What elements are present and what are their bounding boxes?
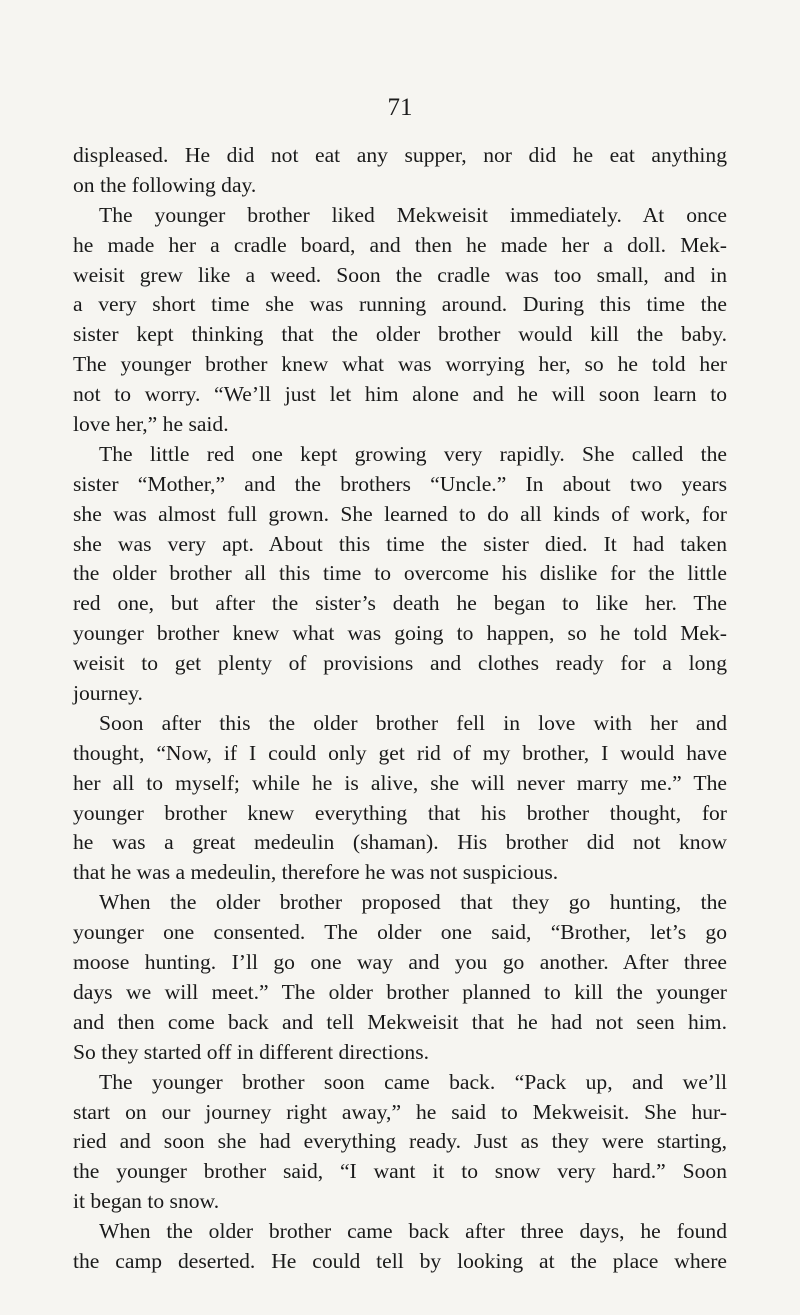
text-line: on the following day. <box>73 172 257 197</box>
text-line: thought, “Now, if I could only get rid of my brother, I would have <box>73 740 727 765</box>
text-line: sister kept thinking that the older brother would kill the baby. <box>73 322 727 347</box>
text-line: days we will meet.” The older brother planned to kill the younger <box>73 979 727 1004</box>
text-line: love her,” he said. <box>73 412 229 437</box>
text-line: that he was a medeulin, therefore he was not suspicious. <box>73 860 559 885</box>
text-line: not to worry. “We’ll just let him alone and he will soon learn to <box>73 382 727 407</box>
paragraph <box>73 888 727 1067</box>
text-line: she was almost full grown. She learned to do all kinds of work, for <box>73 501 727 526</box>
text-line: red one, but after the sister’s death he began to like her. The <box>73 591 727 616</box>
paragraph <box>73 1217 727 1277</box>
text-line: younger brother knew everything that his brother thought, for <box>73 800 727 825</box>
text-line: the older brother all this time to overcome his dislike for the little <box>73 561 727 586</box>
text-line: the younger brother said, “I want it to snow very hard.” Soon <box>73 1159 727 1184</box>
text-line: weisit to get plenty of provisions and clothes ready for a long <box>73 651 727 676</box>
text-body <box>73 141 727 1277</box>
text-line: The younger brother soon came back. “Pack up, and we’ll <box>99 1069 727 1094</box>
paragraph <box>73 709 727 888</box>
text-line: displeased. He did not eat any supper, nor did he eat anything <box>73 143 727 167</box>
text-line: So they started off in different directions. <box>73 1039 430 1064</box>
text-line: Soon after this the older brother fell in love with her and <box>99 710 727 735</box>
text-line: When the older brother came back after three days, he found <box>99 1219 727 1244</box>
text-line: younger brother knew what was going to happen, so he told Mek- <box>73 621 727 646</box>
text-line: ried and soon she had everything ready. Just as they were starting, <box>73 1129 727 1154</box>
text-line: the camp deserted. He could tell by looking at the place where <box>73 1248 727 1273</box>
text-line: journey. <box>73 681 143 706</box>
text-line: he made her a cradle board, and then he made her a doll. Mek- <box>73 232 727 257</box>
text-line: younger one consented. The older one said, “Brother, let’s go <box>73 920 727 945</box>
text-line: he was a great medeulin (shaman). His brother did not know <box>73 830 727 855</box>
text-line: sister “Mother,” and the brothers “Uncle.” In about two years <box>73 471 727 496</box>
text-line: start on our journey right away,” he said to Mekweisit. She hur- <box>73 1099 727 1124</box>
text-line: her all to myself; while he is alive, she will never marry me.” The <box>73 770 727 795</box>
text-line: When the older brother proposed that they go hunting, the <box>99 890 727 915</box>
text-line: weisit grew like a weed. Soon the cradle was too small, and in <box>73 262 727 287</box>
paragraph <box>73 201 727 440</box>
text-line: she was very apt. About this time the sister died. It had taken <box>73 531 727 556</box>
text-line: The younger brother knew what was worrying her, so he told her <box>73 352 727 377</box>
text-line: and then come back and tell Mekweisit that he had not seen him. <box>73 1009 727 1034</box>
paragraph <box>73 141 727 201</box>
paragraph <box>73 1068 727 1217</box>
text-line: The little red one kept growing very rapidly. She called the <box>99 441 727 466</box>
paragraph <box>73 440 727 709</box>
page-number: 71 <box>387 94 413 121</box>
text-line: moose hunting. I’ll go one way and you go another. After three <box>73 950 727 975</box>
text-line: a very short time she was running around. During this time the <box>73 292 727 317</box>
text-line: The younger brother liked Mekweisit immediately. At once <box>99 202 727 227</box>
text-line: it began to snow. <box>73 1189 220 1214</box>
